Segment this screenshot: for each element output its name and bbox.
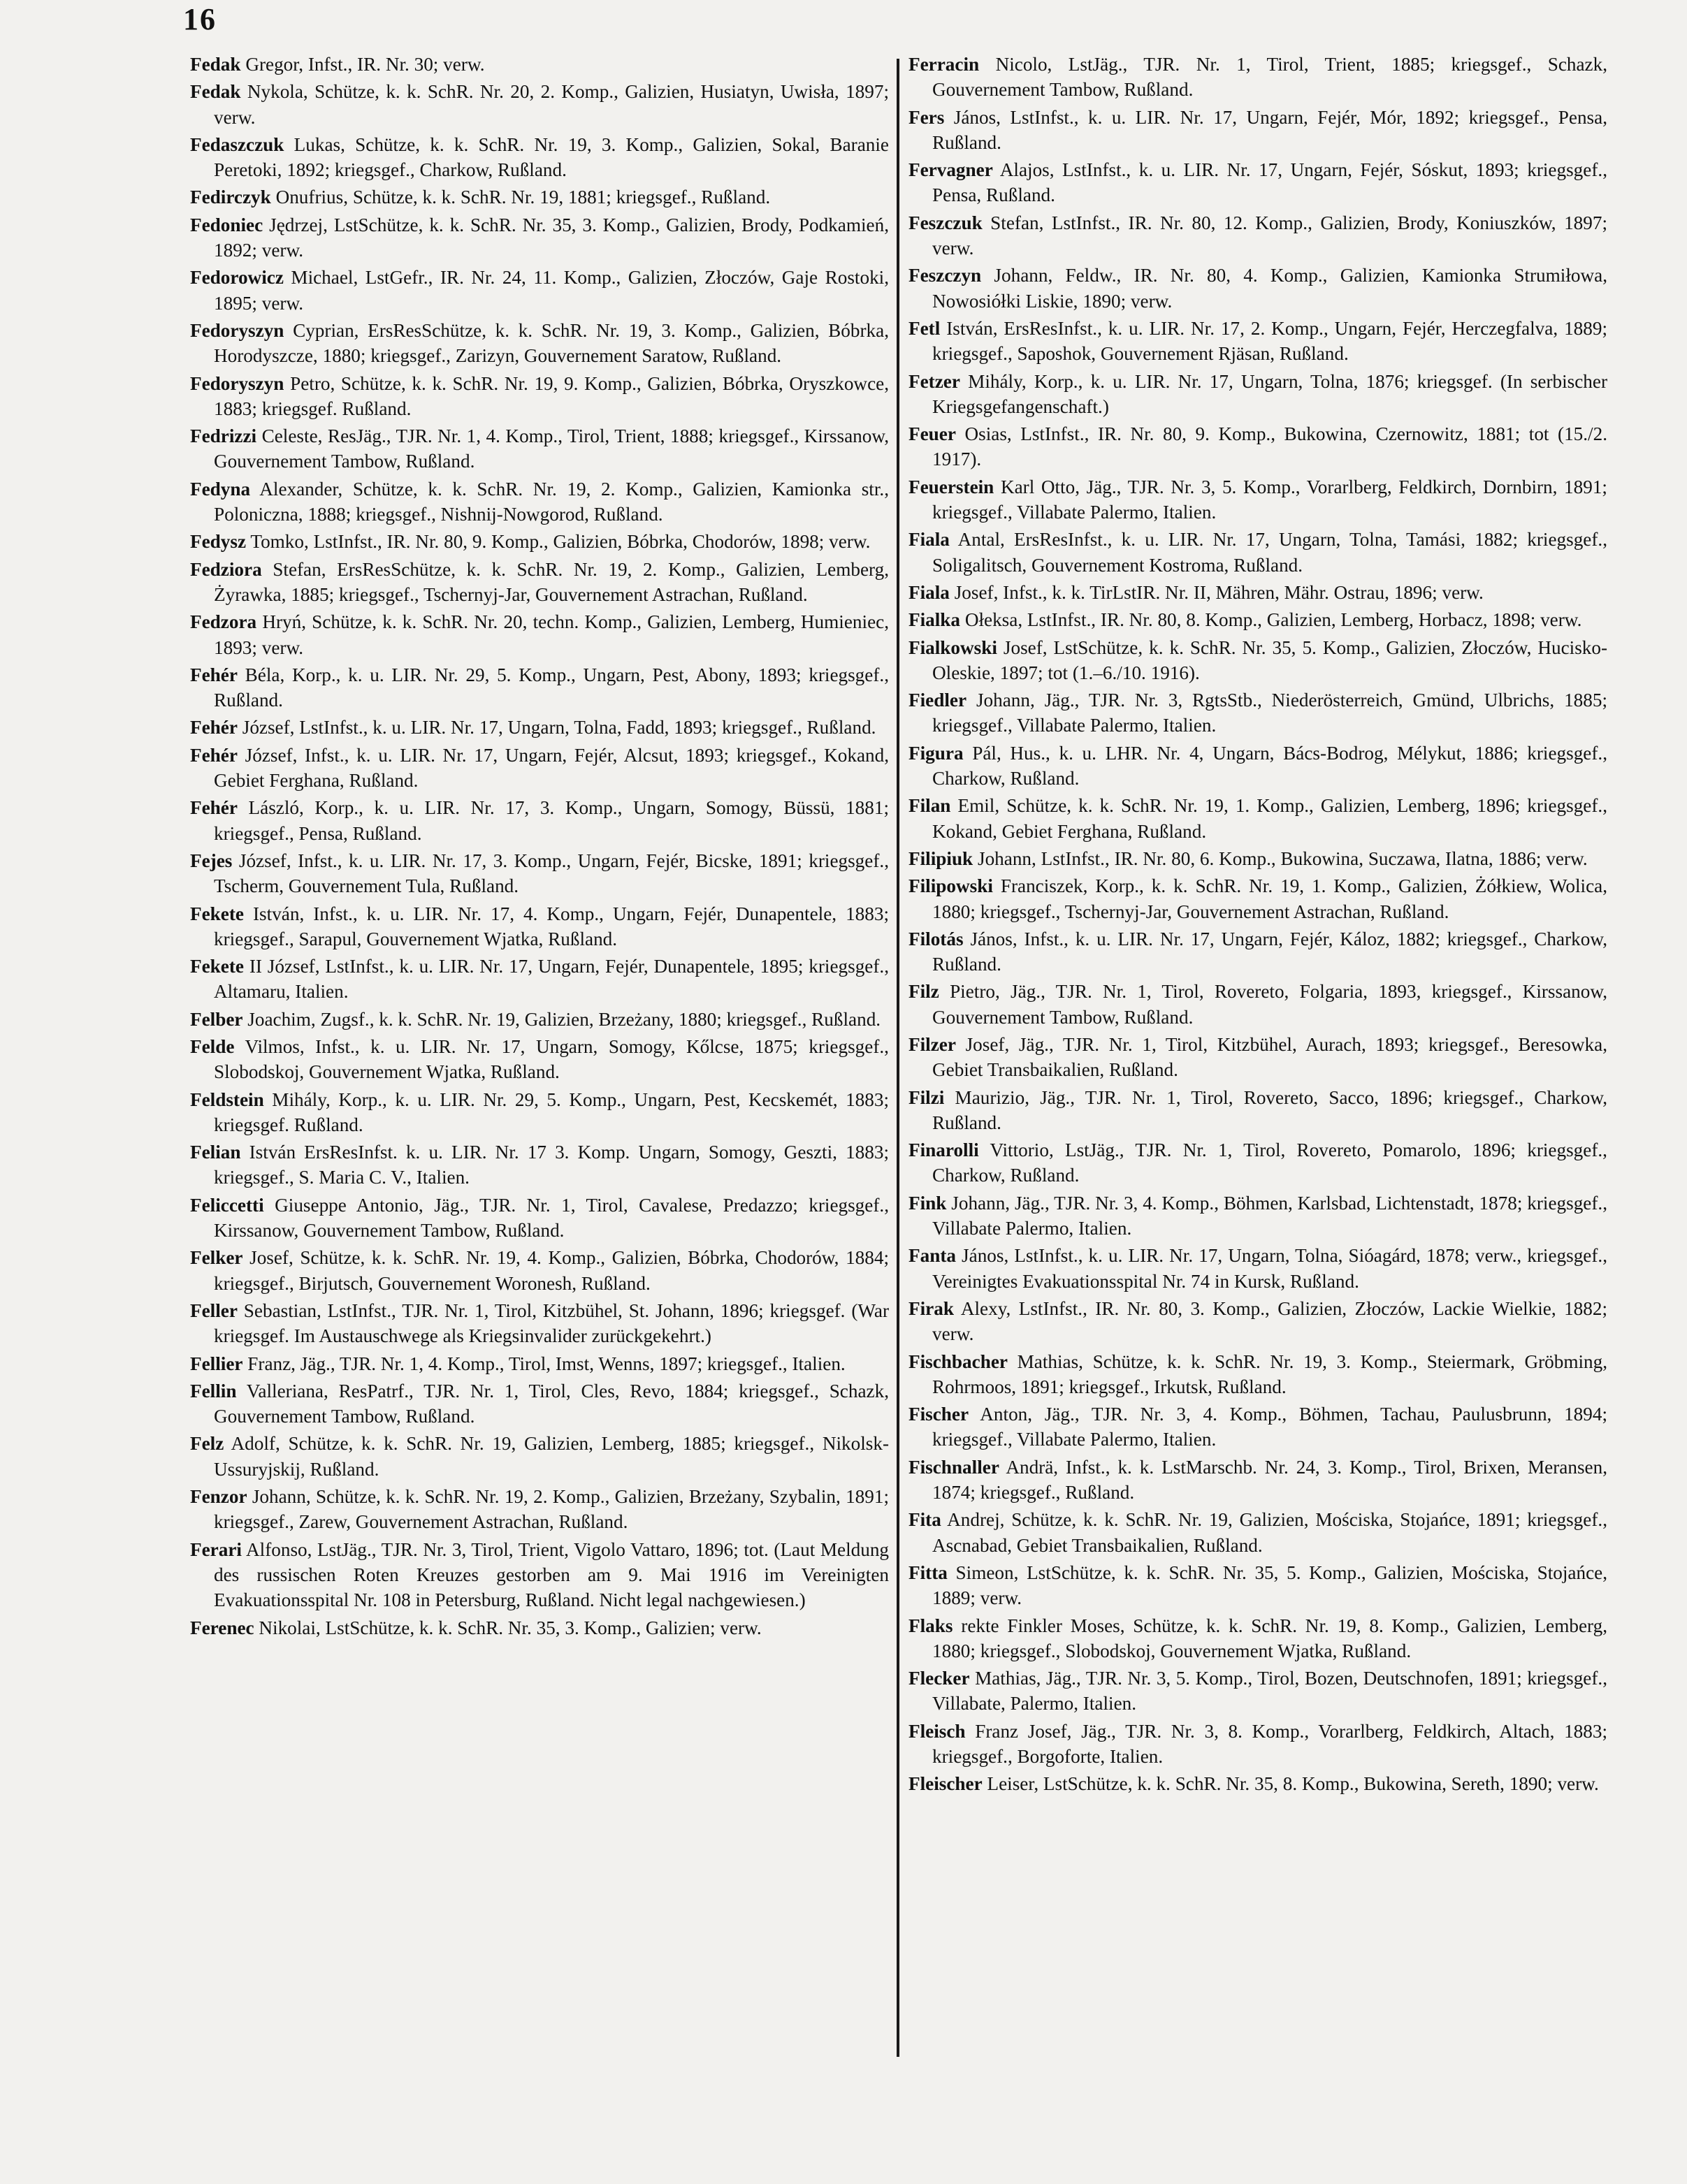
surname: Felz bbox=[190, 1433, 224, 1455]
surname: Ferenec bbox=[190, 1617, 254, 1638]
entry-text: Johann, Feldw., IR. Nr. 80, 4. Komp., Galizien, Kamionka Strumiłowa, Nowosiółki Liskie, 1890; verw. bbox=[932, 265, 1607, 312]
list-entry bbox=[190, 79, 889, 130]
list-entry bbox=[190, 1537, 889, 1613]
surname: Fleisch bbox=[908, 1720, 966, 1742]
list-entry bbox=[908, 421, 1607, 472]
entry-text: Mihály, Korp., k. u. LIR. Nr. 29, 5. Komp., Ungarn, Pest, Kecskemét, 1883; kriegsgef. Rußland. bbox=[214, 1089, 889, 1135]
entry-text: Petro, Schütze, k. k. SchR. Nr. 19, 9. Komp., Galizien, Bóbrka, Oryszkowce, 1883; kriegsgef. Rußland. bbox=[214, 372, 889, 419]
list-entry bbox=[908, 635, 1607, 686]
entry-text: Anton, Jäg., TJR. Nr. 3, 4. Komp., Böhmen, Tachau, Paulusbrunn, 1894; kriegsgef., Villabate Palermo, Italien. bbox=[932, 1404, 1608, 1450]
surname: Fialka bbox=[908, 609, 961, 631]
surname: Fita bbox=[908, 1509, 941, 1531]
list-entry bbox=[908, 1613, 1607, 1664]
list-entry bbox=[190, 184, 889, 210]
surname: Fenzor bbox=[190, 1486, 247, 1508]
list-entry bbox=[908, 1402, 1607, 1453]
surname: Filipiuk bbox=[908, 847, 973, 869]
entry-text: Adolf, Schütze, k. k. SchR. Nr. 19, Galizien, Lemberg, 1885; kriegsgef., Nikolsk-Ussuryjskij, Rußland. bbox=[214, 1433, 889, 1480]
list-entry bbox=[190, 795, 889, 846]
list-entry bbox=[190, 1298, 889, 1349]
entry-text: Valleriana, ResPatrf., TJR. Nr. 1, Tirol, Cles, Revo, 1884; kriegsgef., Schazk, Gouvernement Tambow, Rußland. bbox=[214, 1380, 889, 1427]
entry-text: Pietro, Jäg., TJR. Nr. 1, Tirol, Rovereto, Folgaria, 1893, kriegsgef., Kirssanow, Gouvernement Tambow, Rußland. bbox=[932, 981, 1608, 1028]
list-entry bbox=[908, 1349, 1607, 1400]
surname: Feldstein bbox=[190, 1089, 264, 1110]
entry-text: János, LstInfst., k. u. LIR. Nr. 17, Ungarn, Fejér, Mór, 1892; kriegsgef., Pensa, Rußland. bbox=[932, 106, 1608, 153]
list-entry bbox=[908, 369, 1607, 420]
list-entry bbox=[190, 132, 889, 183]
list-entry bbox=[908, 607, 1607, 632]
list-entry bbox=[908, 157, 1607, 208]
list-entry bbox=[908, 979, 1607, 1030]
entry-text: Gregor, Infst., IR. Nr. 30; verw. bbox=[245, 54, 485, 75]
entry-text: József, Infst., k. u. LIR. Nr. 17, Ungarn, Fejér, Alcsut, 1893; kriegsgef., Kokand, Gebiet Ferghana, Rußland. bbox=[214, 744, 890, 792]
entry-text: Osias, LstInfst., IR. Nr. 80, 9. Komp., Bukowina, Czernowitz, 1881; tot (15./2. 1917). bbox=[932, 423, 1608, 470]
entry-text: Simeon, LstSchütze, k. k. SchR. Nr. 35, 5. Komp., Galizien, Mościska, Stojańce, 1889; verw. bbox=[932, 1561, 1608, 1609]
list-entry bbox=[908, 105, 1607, 156]
surname: Feszczuk bbox=[908, 212, 983, 233]
entry-text: Stefan, LstInfst., IR. Nr. 80, 12. Komp., Galizien, Brody, Koniuszków, 1897; verw. bbox=[932, 212, 1607, 259]
surname: Fehér bbox=[190, 797, 238, 819]
list-entry bbox=[908, 527, 1607, 578]
list-entry bbox=[908, 793, 1607, 844]
entry-text: Alfonso, LstJäg., TJR. Nr. 3, Tirol, Trient, Vigolo Vattaro, 1896; tot. (Laut Meldung des russischen Roten Kreuzes gestorben am 9. Mai 1916 im Vereinigten Evakuationsspital Nr. 108 in Petersburg, Rußland. Nicht legal nachgewiesen.) bbox=[214, 1538, 890, 1611]
surname: Fers bbox=[908, 106, 945, 128]
list-entry bbox=[908, 1666, 1607, 1717]
surname: Figura bbox=[908, 742, 964, 764]
surname: Felde bbox=[190, 1035, 235, 1057]
entry-text: Mathias, Schütze, k. k. SchR. Nr. 19, 3. Komp., Steiermark, Gröbming, Rohrmoos, 1891; kriegsgef., Irkutsk, Rußland. bbox=[932, 1351, 1608, 1397]
surname: Finarolli bbox=[908, 1140, 979, 1161]
entry-text: Sebastian, LstInfst., TJR. Nr. 1, Tirol, Kitzbühel, St. Johann, 1896; kriegsgef. (War kriegsgef. Im Austauschwege als Kriegsinvalider zurückgekehrt.) bbox=[214, 1300, 890, 1347]
surname: Fervagner bbox=[908, 159, 993, 181]
entry-text: Onufrius, Schütze, k. k. SchR. Nr. 19, 1881; kriegsgef., Rußland. bbox=[275, 187, 771, 208]
list-entry bbox=[908, 1771, 1607, 1796]
surname: Fedysz bbox=[190, 531, 247, 553]
entry-text: Franz, Jäg., TJR. Nr. 1, 4. Komp., Tirol, Imst, Wenns, 1897; kriegsgef., Italien. bbox=[247, 1353, 846, 1374]
entry-text: Franciszek, Korp., k. k. SchR. Nr. 19, 1. Komp., Galizien, Żółkiew, Wolica, 1880; kriegsgef., Tschernyj-Jar, Gouvernement Astrachan, Rußland. bbox=[932, 875, 1608, 922]
surname: Fellin bbox=[190, 1380, 237, 1402]
entry-text: Nykola, Schütze, k. k. SchR. Nr. 20, 2. Komp., Galizien, Husiatyn, Uwisła, 1897; verw. bbox=[214, 81, 889, 128]
surname: Fedoryszyn bbox=[190, 372, 284, 394]
entry-text: István, ErsResInfst., k. u. LIR. Nr. 17, 2. Komp., Ungarn, Fejér, Herczegfalva, 1889; kriegsgef., Saposhok, Gouvernement Rjäsan, Rußland. bbox=[932, 317, 1608, 365]
entry-text: Stefan, ErsResSchütze, k. k. SchR. Nr. 19, 2. Komp., Galizien, Lemberg, Żyrawka, 1885; kriegsgef., Tschernyj-Jar, Gouvernement Astrachan, Rußland. bbox=[214, 558, 890, 605]
left-column bbox=[190, 52, 889, 1643]
entry-text: Pál, Hus., k. u. LHR. Nr. 4, Ungarn, Bács-Bodrog, Mélykut, 1886; kriegsgef., Charkow, Rußland. bbox=[932, 742, 1608, 789]
page-number: 16 bbox=[183, 2, 217, 36]
surname: Fiala bbox=[908, 581, 950, 603]
list-entry bbox=[190, 1007, 889, 1032]
list-entry bbox=[190, 557, 889, 608]
surname: Fetzer bbox=[908, 370, 960, 392]
list-entry bbox=[908, 1719, 1607, 1770]
surname: Ferracin bbox=[908, 54, 980, 75]
entry-text: Mathias, Jäg., TJR. Nr. 3, 5. Komp., Tirol, Bozen, Deutschnofen, 1891; kriegsgef., Villabate, Palermo, Italien. bbox=[932, 1668, 1608, 1715]
list-entry bbox=[908, 263, 1607, 314]
list-entry bbox=[190, 52, 889, 77]
list-entry bbox=[190, 265, 889, 316]
entry-text: István ErsResInfst. k. u. LIR. Nr. 17 3. Komp. Ungarn, Somogy, Geszti, 1883; kriegsgef., S. Maria C. V., Italien. bbox=[214, 1142, 890, 1188]
entry-text: János, LstInfst., k. u. LIR. Nr. 17, Ungarn, Tolna, Sióagárd, 1878; verw., kriegsgef., Vereinigtes Evakuationsspital Nr. 74 in Kursk, Rußland. bbox=[932, 1245, 1608, 1292]
list-entry bbox=[190, 1140, 889, 1191]
entry-text: Vittorio, LstJäg., TJR. Nr. 1, Tirol, Rovereto, Pomarolo, 1896; kriegsgef., Charkow, Rußland. bbox=[932, 1140, 1607, 1186]
list-entry bbox=[908, 873, 1607, 924]
surname: Felian bbox=[190, 1142, 241, 1163]
list-entry bbox=[908, 1560, 1607, 1611]
list-entry bbox=[908, 1085, 1607, 1136]
entry-text: József, LstInfst., k. u. LIR. Nr. 17, Ungarn, Tolna, Fadd, 1893; kriegsgef., Rußland. bbox=[242, 717, 876, 738]
entry-text: Johann, LstInfst., IR. Nr. 80, 6. Komp., Bukowina, Suczawa, Ilatna, 1886; verw. bbox=[977, 847, 1588, 869]
surname: Fedak bbox=[190, 54, 241, 75]
entry-text: Leiser, LstSchütze, k. k. SchR. Nr. 35, 8. Komp., Bukowina, Sereth, 1890; verw. bbox=[987, 1773, 1599, 1795]
surname: Feliccetti bbox=[190, 1194, 264, 1216]
surname: Fiala bbox=[908, 529, 950, 551]
entry-text: Antal, ErsResInfst., k. u. LIR. Nr. 17, Ungarn, Tolna, Tamási, 1882; kriegsgef., Soligalitsch, Gouvernement Kostroma, Rußland. bbox=[932, 529, 1607, 576]
entry-text: Josef, Schütze, k. k. SchR. Nr. 19, 4. Komp., Galizien, Bóbrka, Chodorów, 1884; kriegsgef., Birjutsch, Gouvernement Woronesh, Rußland. bbox=[214, 1247, 889, 1294]
list-entry bbox=[190, 476, 889, 527]
surname: Fedaszczuk bbox=[190, 133, 284, 155]
list-entry bbox=[190, 1034, 889, 1085]
list-entry bbox=[190, 1193, 889, 1244]
entry-text: II József, LstInfst., k. u. LIR. Nr. 17, Ungarn, Fejér, Dunapentele, 1895; kriegsgef., Altamaru, Italien. bbox=[214, 956, 890, 1003]
entry-text: Alexy, LstInfst., IR. Nr. 80, 3. Komp., Galizien, Złoczów, Lackie Wielkie, 1882; verw. bbox=[932, 1297, 1608, 1345]
surname: Fedziora bbox=[190, 558, 262, 580]
surname: Fitta bbox=[908, 1561, 948, 1583]
surname: Feller bbox=[190, 1300, 238, 1321]
entry-text: Vilmos, Infst., k. u. LIR. Nr. 17, Ungarn, Somogy, Kőlcse, 1875; kriegsgef., Slobodskoj, Gouvernement Wjatka, Rußland. bbox=[214, 1035, 889, 1083]
list-entry bbox=[908, 1191, 1607, 1242]
entry-text: Béla, Korp., k. u. LIR. Nr. 29, 5. Komp., Ungarn, Pest, Abony, 1893; kriegsgef., Rußland. bbox=[214, 664, 889, 711]
list-entry bbox=[908, 1507, 1607, 1558]
list-entry bbox=[908, 846, 1607, 871]
surname: Fischnaller bbox=[908, 1456, 999, 1478]
surname: Fialkowski bbox=[908, 636, 997, 658]
list-entry bbox=[908, 210, 1607, 261]
list-entry bbox=[190, 609, 889, 660]
entry-text: Franz Josef, Jäg., TJR. Nr. 3, 8. Komp., Vorarlberg, Feldkirch, Altach, 1883; kriegsgef., Borgoforte, Italien. bbox=[932, 1720, 1608, 1767]
surname: Filotás bbox=[908, 928, 964, 949]
list-entry bbox=[190, 1431, 889, 1482]
entry-text: Emil, Schütze, k. k. SchR. Nr. 19, 1. Komp., Galizien, Lemberg, 1896; kriegsgef., Kokand, Gebiet Ferghana, Rußland. bbox=[932, 795, 1608, 842]
entry-text: Cyprian, ErsResSchütze, k. k. SchR. Nr. 19, 3. Komp., Galizien, Bóbrka, Horodyszcze, 1880; kriegsgef., Zarizyn, Gouvernement Saratow, Rußland. bbox=[214, 319, 890, 367]
surname: Filan bbox=[908, 795, 951, 817]
entry-text: József, Infst., k. u. LIR. Nr. 17, 3. Komp., Ungarn, Fejér, Bicske, 1891; kriegsgef., Tscherm, Gouvernement Tula, Rußland. bbox=[214, 850, 889, 897]
entry-text: Mihály, Korp., k. u. LIR. Nr. 17, Ungarn, Tolna, 1876; kriegsgef. (In serbischer Kriegsgefangenschaft.) bbox=[932, 370, 1608, 417]
entry-text: Hryń, Schütze, k. k. SchR. Nr. 20, techn. Komp., Galizien, Lemberg, Humieniec, 1893; verw. bbox=[214, 611, 889, 658]
surname: Fedak bbox=[190, 81, 241, 103]
list-entry bbox=[908, 687, 1607, 738]
list-entry bbox=[190, 954, 889, 1005]
entry-text: Nikolai, LstSchütze, k. k. SchR. Nr. 35, 3. Komp., Galizien; verw. bbox=[259, 1617, 762, 1638]
entry-text: László, Korp., k. u. LIR. Nr. 17, 3. Komp., Ungarn, Somogy, Büssü, 1881; kriegsgef., Pensa, Rußland. bbox=[214, 797, 890, 844]
list-entry bbox=[190, 423, 889, 474]
list-entry bbox=[190, 743, 889, 794]
surname: Filzer bbox=[908, 1033, 956, 1055]
surname: Filz bbox=[908, 981, 939, 1003]
surname: Fedoniec bbox=[190, 214, 263, 235]
surname: Filzi bbox=[908, 1086, 945, 1108]
surname: Fedrizzi bbox=[190, 425, 257, 447]
surname: Fanta bbox=[908, 1245, 956, 1267]
surname: Fedirczyk bbox=[190, 187, 271, 208]
surname: Fleischer bbox=[908, 1773, 983, 1795]
surname: Fekete bbox=[190, 956, 244, 977]
surname: Fedzora bbox=[190, 611, 257, 633]
surname: Fejes bbox=[190, 850, 233, 871]
list-entry bbox=[190, 901, 889, 952]
list-entry bbox=[908, 316, 1607, 367]
list-entry bbox=[190, 212, 889, 263]
surname: Felber bbox=[190, 1008, 243, 1030]
surname: Fink bbox=[908, 1192, 947, 1214]
entry-text: Ołeksa, LstInfst., IR. Nr. 80, 8. Komp., Galizien, Lemberg, Horbacz, 1898; verw. bbox=[964, 609, 1582, 631]
list-entry bbox=[908, 52, 1607, 103]
column-divider bbox=[897, 59, 899, 2057]
surname: Feszczyn bbox=[908, 265, 982, 286]
list-entry bbox=[190, 529, 889, 554]
list-entry bbox=[190, 1484, 889, 1535]
entry-text: Jędrzej, LstSchütze, k. k. SchR. Nr. 35, 3. Komp., Galizien, Brody, Podkamień, 1892; verw. bbox=[214, 214, 890, 261]
right-column bbox=[908, 52, 1607, 1799]
surname: Fedyna bbox=[190, 478, 251, 500]
entry-text: Josef, Jäg., TJR. Nr. 1, Tirol, Kitzbühel, Aurach, 1893; kriegsgef., Beresowka, Gebiet Transbaikalien, Rußland. bbox=[932, 1033, 1607, 1081]
list-entry bbox=[908, 1296, 1607, 1347]
entry-text: Johann, Jäg., TJR. Nr. 3, 4. Komp., Böhmen, Karlsbad, Lichtenstadt, 1878; kriegsgef., Villabate Palermo, Italien. bbox=[932, 1192, 1607, 1239]
surname: Fetl bbox=[908, 317, 941, 339]
list-entry bbox=[908, 1032, 1607, 1083]
surname: Ferari bbox=[190, 1538, 242, 1560]
surname: Fischer bbox=[908, 1404, 969, 1425]
surname: Flecker bbox=[908, 1668, 970, 1689]
entry-text: Giuseppe Antonio, Jäg., TJR. Nr. 1, Tirol, Cavalese, Predazzo; kriegsgef., Kirssanow, Gouvernement Tambow, Rußland. bbox=[214, 1194, 889, 1242]
entry-text: Josef, LstSchütze, k. k. SchR. Nr. 35, 5. Komp., Galizien, Złoczów, Hucisko-Oleskie, 1897; tot (1.–6./10. 1916). bbox=[932, 636, 1608, 683]
surname: Fellier bbox=[190, 1353, 243, 1374]
list-entry bbox=[190, 715, 889, 740]
entry-text: Joachim, Zugsf., k. k. SchR. Nr. 19, Galizien, Brzeżany, 1880; kriegsgef., Rußland. bbox=[247, 1008, 881, 1030]
list-entry bbox=[190, 1378, 889, 1429]
surname: Fedorowicz bbox=[190, 267, 284, 289]
surname: Firak bbox=[908, 1297, 954, 1319]
entry-text: István, Infst., k. u. LIR. Nr. 17, 4. Komp., Ungarn, Fejér, Dunapentele, 1883; kriegsgef., Sarapul, Gouvernement Wjatka, Rußland. bbox=[214, 903, 890, 949]
entry-text: Andrä, Infst., k. k. LstMarschb. Nr. 24, 3. Komp., Tirol, Brixen, Meransen, 1874; kriegsgef., Rußland. bbox=[932, 1456, 1607, 1504]
entry-text: Alexander, Schütze, k. k. SchR. Nr. 19, 2. Komp., Galizien, Kamionka str., Poloniczna, 1888; kriegsgef., Nishnij-Nowgorod, Rußland. bbox=[214, 478, 890, 525]
surname: Flaks bbox=[908, 1615, 953, 1636]
entry-text: Michael, LstGefr., IR. Nr. 24, 11. Komp., Galizien, Złoczów, Gaje Rostoki, 1895; verw. bbox=[214, 267, 890, 314]
surname: Fedoryszyn bbox=[190, 319, 284, 341]
surname: Felker bbox=[190, 1247, 243, 1269]
surname: Fiedler bbox=[908, 690, 967, 711]
list-entry bbox=[190, 371, 889, 422]
entry-text: Karl Otto, Jäg., TJR. Nr. 3, 5. Komp., Vorarlberg, Feldkirch, Dornbirn, 1891; kriegsgef., Villabate Palermo, Italien. bbox=[932, 476, 1607, 523]
surname: Fehér bbox=[190, 744, 238, 766]
entry-text: Tomko, LstInfst., IR. Nr. 80, 9. Komp., Galizien, Bóbrka, Chodorów, 1898; verw. bbox=[250, 531, 871, 553]
entry-text: Alajos, LstInfst., k. u. LIR. Nr. 17, Ungarn, Fejér, Sóskut, 1893; kriegsgef., Pensa, Rußland. bbox=[932, 159, 1607, 206]
entry-text: Johann, Schütze, k. k. SchR. Nr. 19, 2. Komp., Galizien, Brzeżany, Szybalin, 1891; kriegsgef., Zarew, Gouvernement Astrachan, Rußland. bbox=[214, 1486, 890, 1533]
surname: Fehér bbox=[190, 664, 238, 685]
list-entry bbox=[908, 1455, 1607, 1506]
entry-text: Lukas, Schütze, k. k. SchR. Nr. 19, 3. Komp., Galizien, Sokal, Baranie Peretoki, 1892; kriegsgef., Charkow, Rußland. bbox=[214, 133, 889, 181]
entry-text: Josef, Infst., k. k. TirLstIR. Nr. II, Mähren, Mähr. Ostrau, 1896; verw. bbox=[954, 581, 1484, 603]
entry-text: Nicolo, LstJäg., TJR. Nr. 1, Tirol, Trient, 1885; kriegsgef., Schazk, Gouvernement Tambow, Rußland. bbox=[932, 54, 1608, 101]
list-entry bbox=[190, 1087, 889, 1138]
list-entry bbox=[908, 580, 1607, 605]
list-entry bbox=[190, 318, 889, 369]
entry-text: Maurizio, Jäg., TJR. Nr. 1, Tirol, Rovereto, Sacco, 1896; kriegsgef., Charkow, Rußland. bbox=[932, 1086, 1608, 1133]
surname: Fekete bbox=[190, 903, 244, 924]
list-entry bbox=[190, 1351, 889, 1376]
list-entry bbox=[190, 848, 889, 899]
entry-text: János, Infst., k. u. LIR. Nr. 17, Ungarn, Fejér, Káloz, 1882; kriegsgef., Charkow, Rußland. bbox=[932, 928, 1607, 975]
list-entry bbox=[908, 474, 1607, 525]
surname: Feuer bbox=[908, 423, 956, 445]
surname: Fehér bbox=[190, 717, 238, 738]
list-entry bbox=[190, 1615, 889, 1640]
surname: Fischbacher bbox=[908, 1351, 1008, 1372]
entry-text: Johann, Jäg., TJR. Nr. 3, RgtsStb., Niederösterreich, Gmünd, Ulbrichs, 1885; kriegsgef., Villabate Palermo, Italien. bbox=[932, 690, 1607, 736]
list-entry bbox=[908, 1137, 1607, 1188]
list-entry bbox=[190, 1245, 889, 1296]
list-entry bbox=[908, 926, 1607, 977]
surname: Filipowski bbox=[908, 875, 993, 897]
entry-text: Andrej, Schütze, k. k. SchR. Nr. 19, Galizien, Mościska, Stojańce, 1891; kriegsgef., Ascnabad, Gebiet Transbaikalien, Rußland. bbox=[932, 1509, 1607, 1556]
surname: Feuerstein bbox=[908, 476, 994, 497]
list-entry bbox=[190, 662, 889, 713]
list-entry bbox=[908, 1243, 1607, 1294]
entry-text: Celeste, ResJäg., TJR. Nr. 1, 4. Komp., Tirol, Trient, 1888; kriegsgef., Kirssanow, Gouvernement Tambow, Rußland. bbox=[214, 425, 889, 472]
entry-text: rekte Finkler Moses, Schütze, k. k. SchR. Nr. 19, 8. Komp., Galizien, Lemberg, 1880; kriegsgef., Slobodskoj, Gouvernement Wjatka, Rußland. bbox=[932, 1615, 1608, 1661]
list-entry bbox=[908, 741, 1607, 792]
